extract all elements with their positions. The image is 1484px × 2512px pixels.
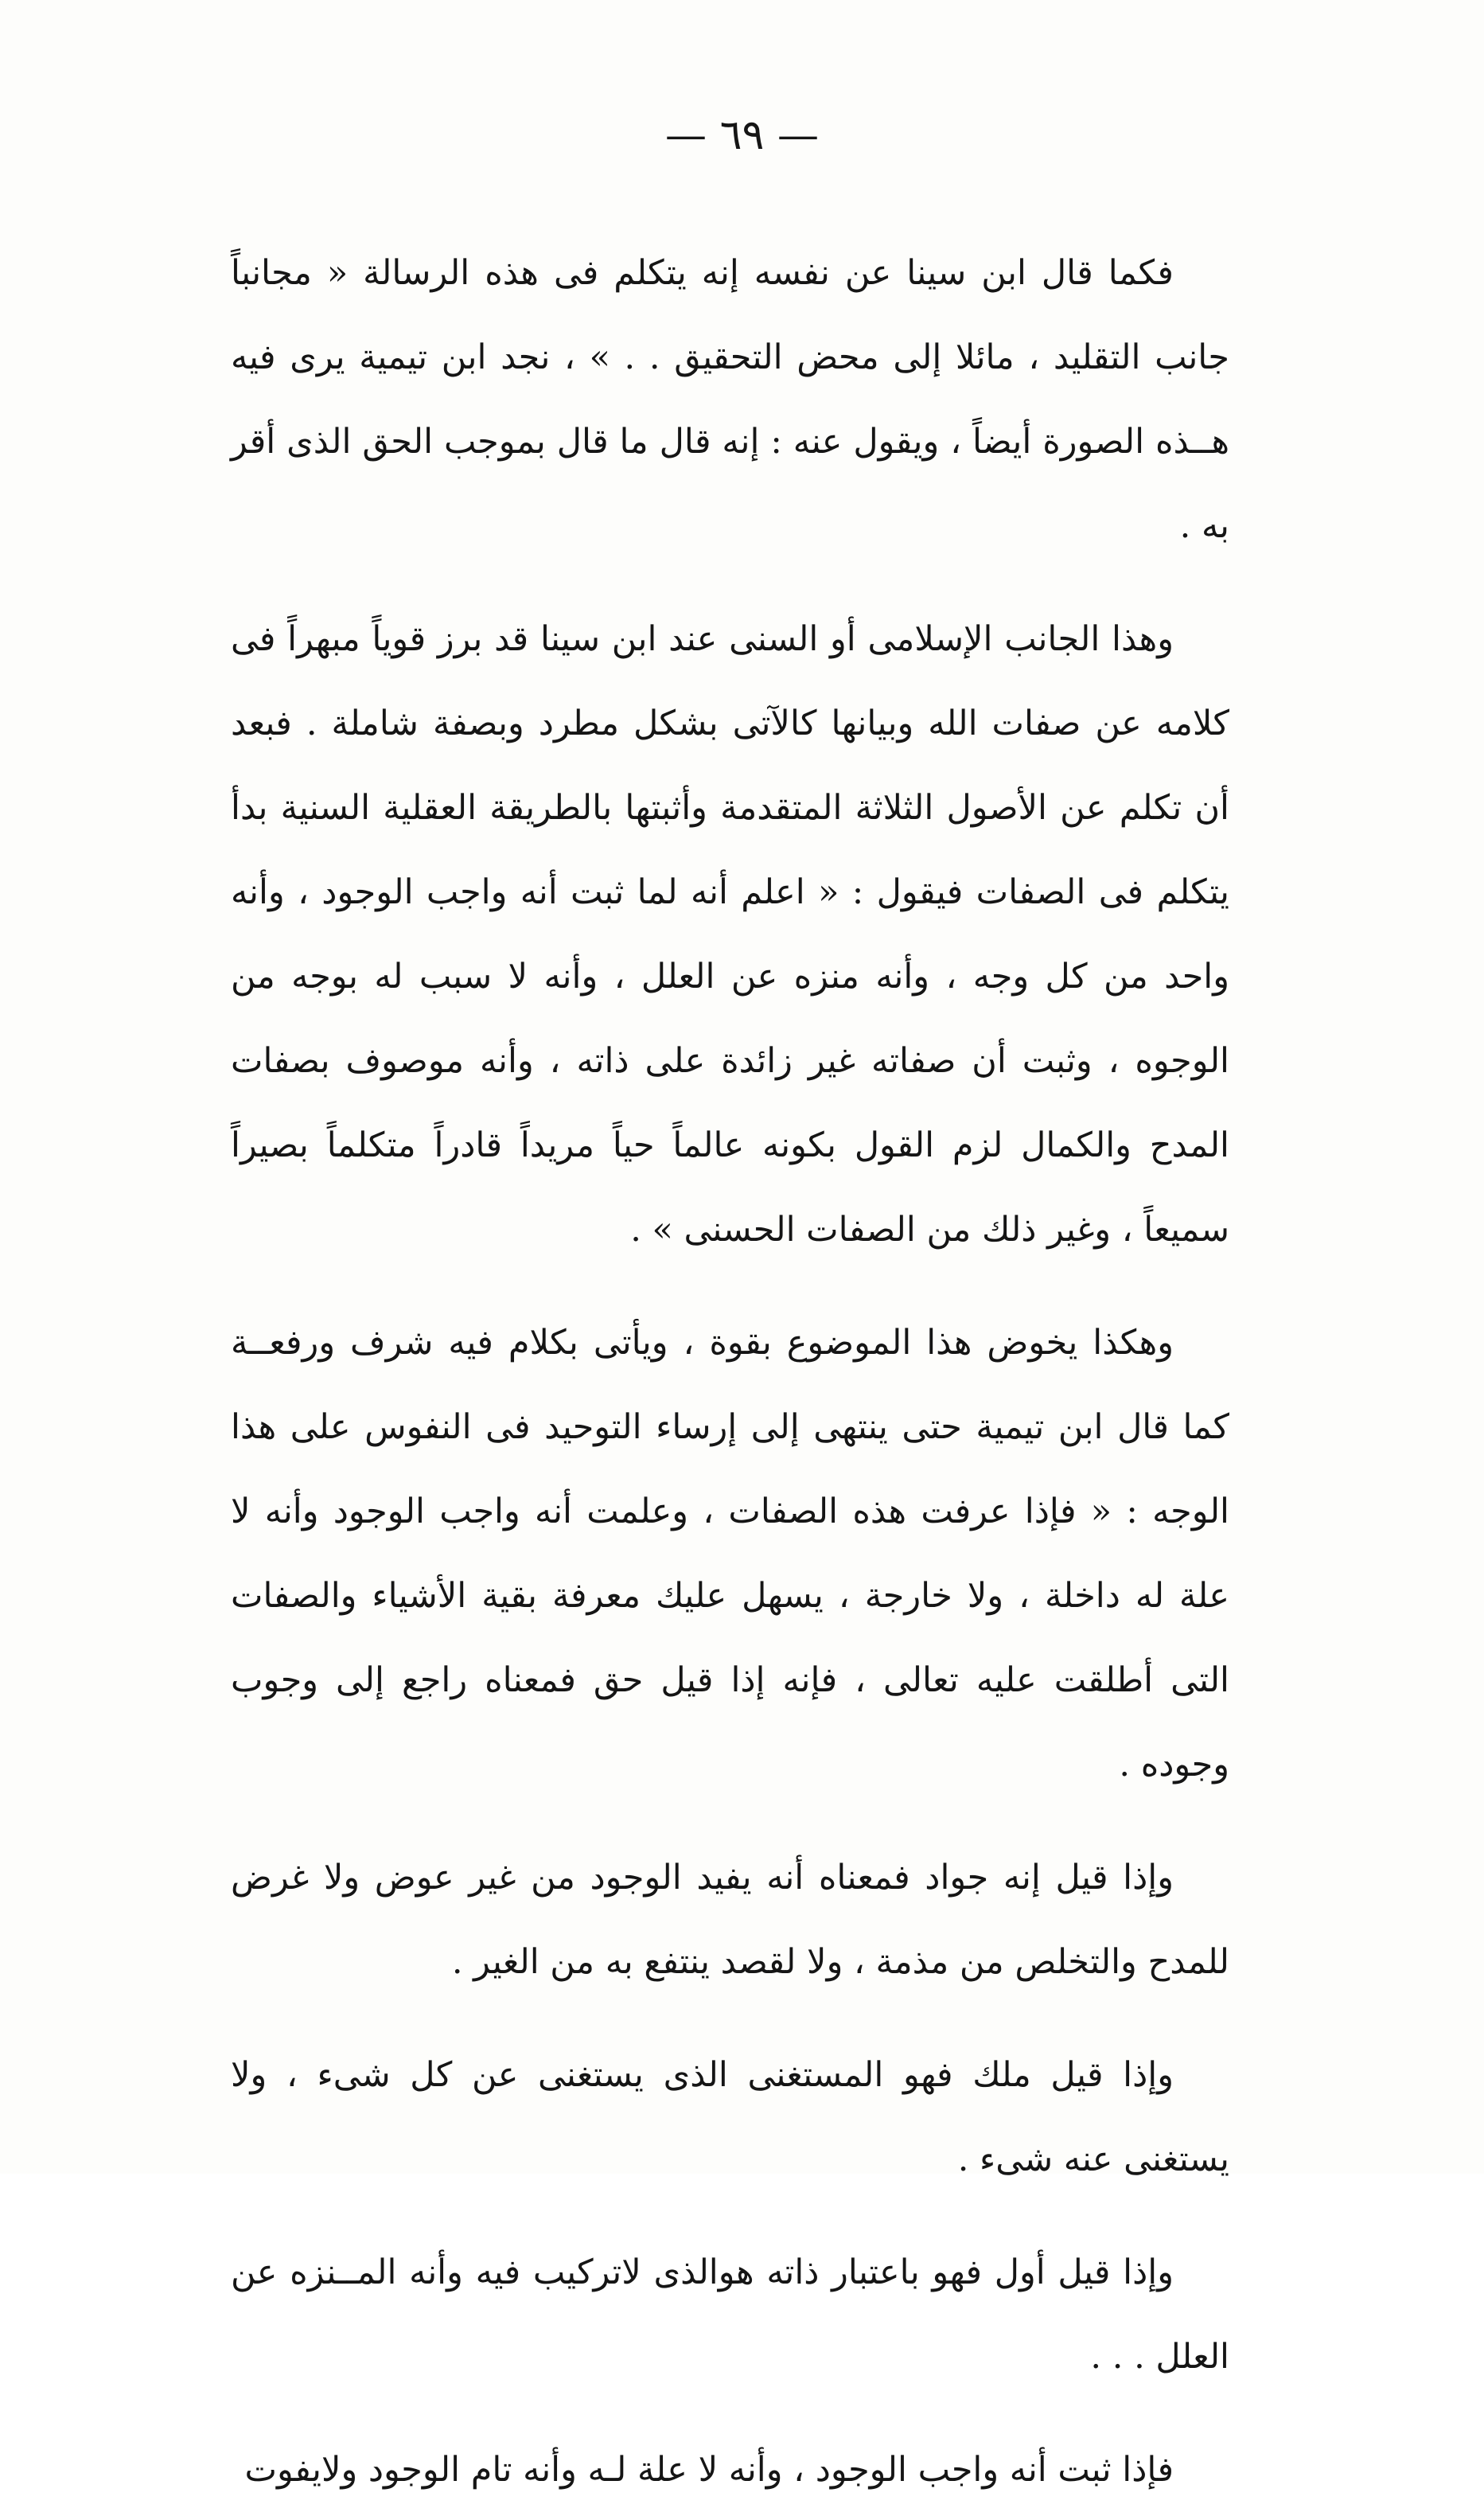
paragraph-6: وإذا قيل أول فهو باعتبار ذاته هوالذى لاتركيب فيه وأنه المــنزه عن العلل . . . [231, 2253, 1229, 2377]
paragraph-5: وإذا قيل ملك فهو المستغنى الذى يستغنى عن كل شىء ، ولا يستغنى عنه شىء . [231, 2055, 1229, 2179]
body-text [231, 231, 1229, 2512]
paragraph-3: وهكذا يخوض هذا الموضوع بقوة ، ويأتى بكلام فيه شرف ورفعــة كما قال ابن تيمية حتى ينتهى إلى إرساء التوحيد فى النفوس على هذا الوجه : « فإذا عرفت هذه الصفات ، وعلمت أنه واجب الوجود وأنه لا علة له داخلة ، ولا خارجة ، يسهل عليك معرفة بقية الأشياء والصفات التى أطلقت عليه تعالى ، فإنه إذا قيل حق فمعناه راجع إلى وجوب وجوده . [231, 1323, 1229, 1785]
page-number: — ٦٩ — [665, 111, 819, 159]
paragraph-4: وإذا قيل إنه جواد فمعناه أنه يفيد الوجود من غير عوض ولا غرض للمدح والتخلص من مذمة ، ولا لقصد ينتفع به من الغير . [231, 1858, 1229, 1982]
paragraph-7: فإذا ثبت أنه واجب الوجود ، وأنه لا علة لـه وأنه تام الوجود ولايفوت [244, 2450, 1174, 2490]
paragraph-2: وهذا الجانب الإسلامى أو السنى عند ابن سينا قد برز قوياً مبهراً فى كلامه عن صفات الله وبيانها كالآتى بشكل مطرد وبصفة شاملة . فبعد أن تكلم عن الأصول الثلاثة المتقدمة وأثبتها بالطريقة العقلية السنية بدأ يتكلم فى الصفات فيقول : « اعلم أنه لما ثبت أنه واجب الوجود ، وأنه واحد من كل وجه ، وأنه منزه عن العلل ، وأنه لا سبب له بوجه من الوجوه ، وثبت أن صفاته غير زائدة على ذاته ، وأنه موصوف بصفات المدح والكمال لزم القول بكونه عالماً حياً مريداً قادراً متكلماً بصيراً سميعاً ، وغير ذلك من الصفات الحسنى » . [231, 619, 1229, 1250]
paragraph-1: فكما قال ابن سينا عن نفسه إنه يتكلم فى هذه الرسالة « مجانباً جانب التقليد ، مائلا إلى محض التحقيق . . » ، نجد ابن تيمية يرى فيه هــذه الصورة أيضاً ، ويقول عنه : إنه قال ما قال بموجب الحق الذى أقر به . [231, 253, 1229, 546]
